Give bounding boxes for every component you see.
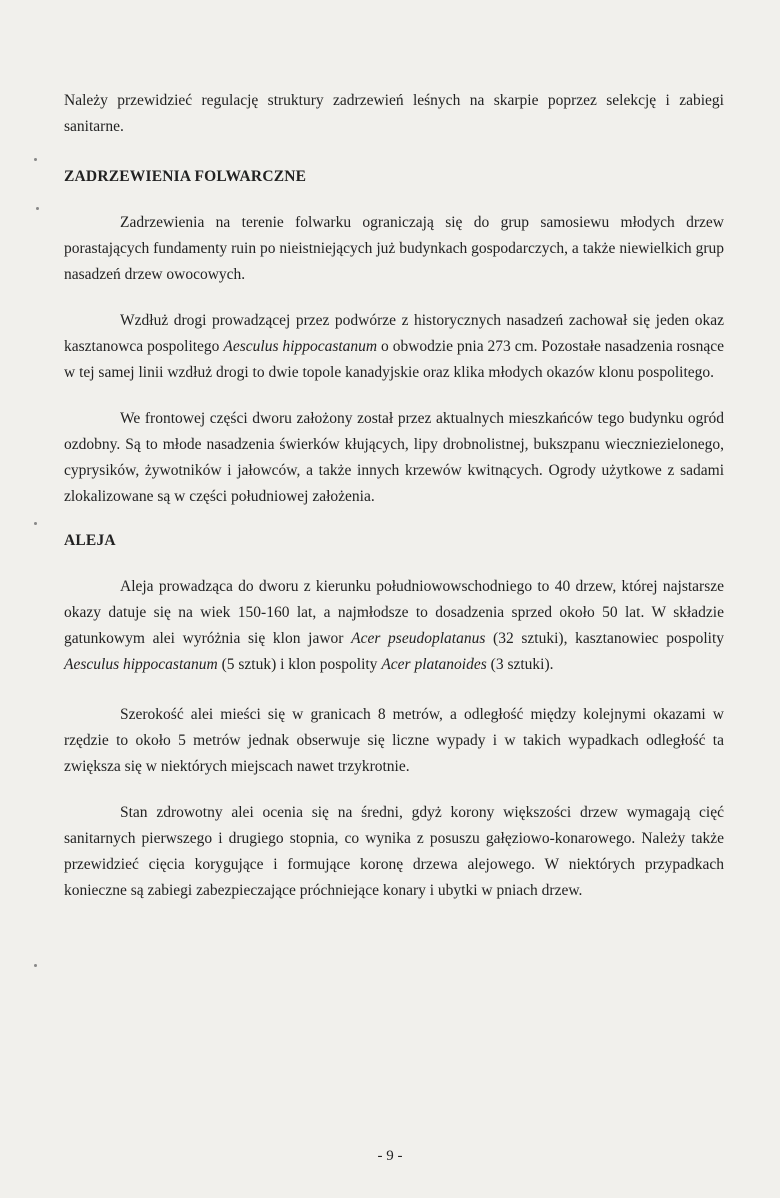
- alley-text-d: (3 sztuki).: [486, 656, 554, 673]
- species-acer-platanoides: Acer platanoides: [381, 656, 487, 673]
- paragraph-alley-width: Szerokość alei mieści się w granicach 8 metrów, a odległość między kolejnymi okazami w rzędzie to około 5 metrów jednak obserwuje się liczne wypady i w takich wypadkach odległość ta zwiększa się w niektórych miejscach nawet trzykrotnie.: [64, 706, 724, 775]
- heading-zadrzewienia-folwarczne: ZADRZEWIENIA FOLWARCZNE: [64, 168, 307, 185]
- page-number: - 9 -: [377, 1148, 403, 1164]
- alley-text-b: (32 sztuki), kasztanowiec pospolity: [485, 630, 724, 647]
- alley-text-c: (5 sztuk) i klon pospolity: [217, 656, 382, 673]
- paragraph-garden: We frontowej części dworu założony został przez aktualnych mieszkańców tego budynku ogród ozdobny. Są to młode nasadzenia świerków kłujących, lipy drobnolistnej, bukszpanu wieczniezielonego, cyprysików, żywotników i jałowców, a także innych krzewów kwitnących. Ogrody użytkowe z sadami zlokalizowane są w części południowej założenia.: [64, 410, 724, 505]
- species-acer-pseudoplatanus: Acer pseudoplatanus: [351, 630, 486, 647]
- species-aesculus-1: Aesculus hippocastanum: [223, 338, 378, 355]
- paragraph-alley-health: Stan zdrowotny alei ocenia się na średni, gdyż korony większości drzew wymagają cięć sanitarnych pierwszego i drugiego stopnia, co wynika z posuszu gałęziowo-konarowego. Należy także przewidzieć cięcia korygujące i formujące koronę drzewa alejowego. W niektórych przypadkach konieczne są zabiegi zabezpieczające próchniejące konary i ubytki w pniach drzew.: [64, 804, 724, 899]
- paragraph-chestnut-text-b: o obwodzie pnia 273 cm. Pozostałe nasadzenia rosnące w tej samej linii wzdłuż drogi to dwie topole kanadyjskie oraz klika młodych okazów klonu pospolitego.: [64, 338, 725, 381]
- alley-text-a: Aleja prowadząca do dworu z kierunku południowowschodniego to 40 drzew, której najstarsze okazy datuje się na wiek 150-160 lat, a najmłodsze to dosadzenia sprzed około 50 lat. W składzie gatunkowym alei wyróżnia się klon jawor: [64, 578, 724, 647]
- scan-speck: [34, 522, 37, 525]
- paragraph-chestnut-text-a: Wzdłuż drogi prowadzącej przez podwórze z historycznych nasadzeń zachował się jeden okaz kasztanowca pospolitego: [64, 312, 724, 355]
- species-aesculus-2: Aesculus hippocastanum: [64, 656, 218, 673]
- paragraph-folwark: Zadrzewienia na terenie folwarku ograniczają się do grup samosiewu młodych drzew porastających fundamenty ruin po nieistniejących już budynkach gospodarczych, a także niewielkich grup nasadzeń drzew owocowych.: [64, 214, 724, 283]
- scan-speck: [34, 158, 37, 161]
- scan-speck: [34, 964, 37, 967]
- heading-aleja: ALEJA: [64, 532, 116, 549]
- paragraph-alley-composition: [64, 574, 724, 678]
- paragraph-regulation: Należy przewidzieć regulację struktury zadrzewień leśnych na skarpie poprzez selekcję i zabiegi sanitarne.: [64, 92, 724, 135]
- paragraph-chestnut: [64, 308, 724, 386]
- scan-speck: [36, 207, 39, 210]
